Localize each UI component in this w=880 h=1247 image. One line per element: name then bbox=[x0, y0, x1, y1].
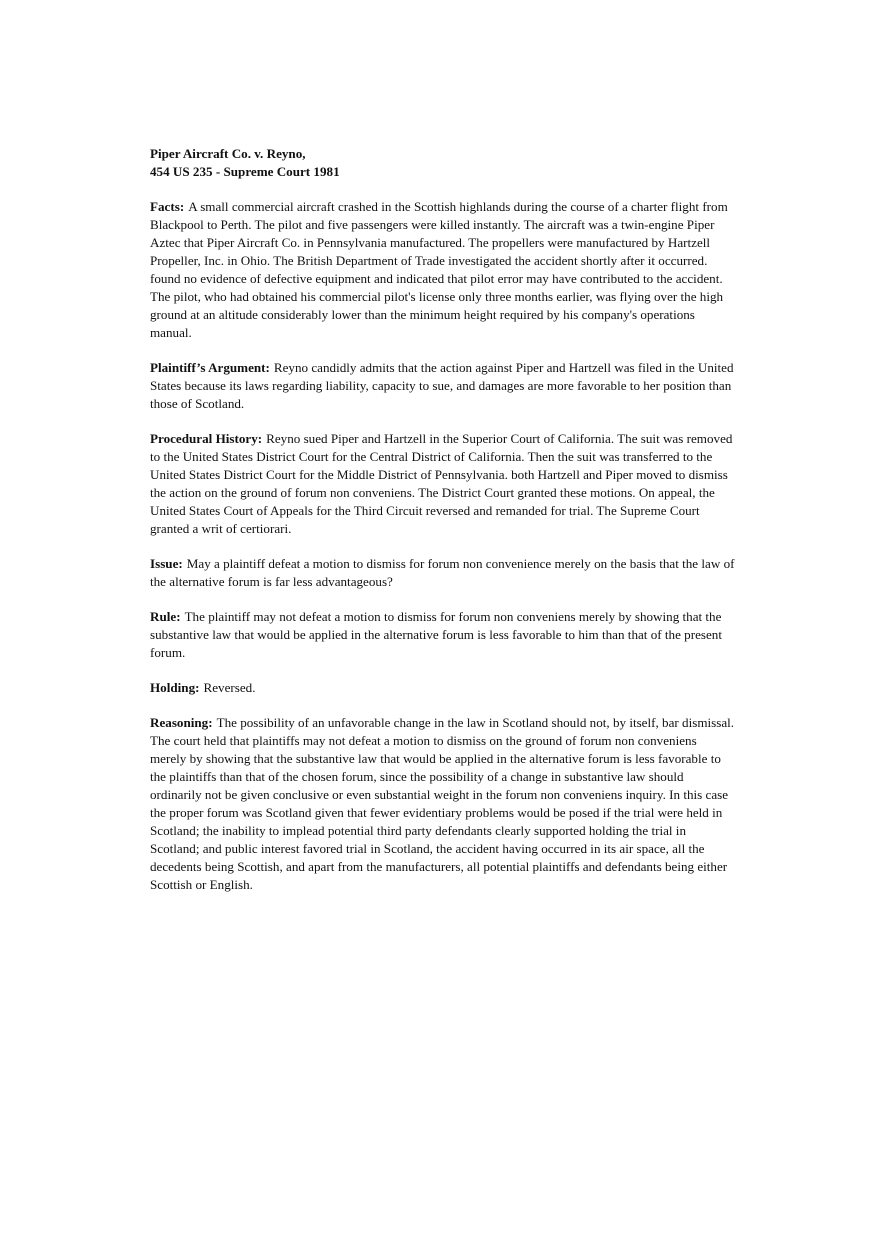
procedural-history-text: Reyno sued Piper and Hartzell in the Superior Court of California. The suit was removed to the United States District Court for the Central District of California. Then the suit was transferred to the United States District Court for the Middle District of Pennsylvania. both Hartzell and Piper moved to dismiss the action on the ground of forum non conveniens. The District Court granted these motions. On appeal, the United States Court of Appeals for the Third Circuit reversed and remanded for trial. The Supreme Court granted a writ of certiorari. bbox=[150, 431, 733, 536]
rule-label: Rule: bbox=[150, 609, 181, 624]
reasoning-label: Reasoning: bbox=[150, 715, 213, 730]
issue-label: Issue: bbox=[150, 556, 183, 571]
holding-label: Holding: bbox=[150, 680, 200, 695]
facts-label: Facts: bbox=[150, 199, 185, 214]
rule-section bbox=[150, 608, 735, 662]
procedural-history-label: Procedural History: bbox=[150, 431, 263, 446]
issue-section bbox=[150, 555, 735, 591]
case-citation: 454 US 235 - Supreme Court 1981 bbox=[150, 164, 340, 179]
plaintiffs-argument-section bbox=[150, 359, 735, 413]
facts-text: A small commercial aircraft crashed in the Scottish highlands during the course of a charter flight from Blackpool to Perth. The pilot and five passengers were killed instantly. The aircraft was a twin-engine Piper Aztec that Piper Aircraft Co. in Pennsylvania manufactured. The propellers were manufactured by Hartzell Propeller, Inc. in Ohio. The British Department of Trade investigated the accident shortly after it occurred. found no evidence of defective equipment and indicated that pilot error may have contributed to the accident. The pilot, who had obtained his commercial pilot's license only three months earlier, was flying over the high ground at an altitude considerably lower than the minimum height required by his company's operations manual. bbox=[150, 199, 728, 340]
rule-text: The plaintiff may not defeat a motion to dismiss for forum non conveniens merely by showing that the substantive law that would be applied in the alternative forum is less favorable to him than that of the present forum. bbox=[150, 609, 722, 660]
holding-text: Reversed. bbox=[203, 680, 256, 695]
issue-text: May a plaintiff defeat a motion to dismiss for forum non convenience merely on the basis that the law of the alternative forum is far less advantageous? bbox=[150, 556, 735, 589]
plaintiffs-argument-text: Reyno candidly admits that the action against Piper and Hartzell was filed in the United States because its laws regarding liability, capacity to sue, and damages are more favorable to her position than those of Scotland. bbox=[150, 360, 734, 411]
holding-section bbox=[150, 679, 735, 697]
facts-section bbox=[150, 198, 735, 342]
reasoning-section bbox=[150, 714, 735, 894]
case-name: Piper Aircraft Co. v. Reyno, bbox=[150, 146, 306, 161]
procedural-history-section bbox=[150, 430, 735, 538]
case-title bbox=[150, 145, 735, 181]
plaintiffs-argument-label: Plaintiff’s Argument: bbox=[150, 360, 270, 375]
reasoning-text: The possibility of an unfavorable change in the law in Scotland should not, by itself, bar dismissal. The court held that plaintiffs may not defeat a motion to dismiss on the ground of forum non conveniens merely by showing that the substantive law that would be applied in the alternative forum is less favorable to the plaintiffs than that of the chosen forum, since the possibility of a change in substantive law should ordinarily not be given conclusive or even substantial weight in the forum non conveniens inquiry. In this case the proper forum was Scotland given that fewer evidentiary problems would be posed if the trial were held in Scotland; the inability to implead potential third party defendants clearly supported holding the trial in Scotland; and public interest favored trial in Scotland, the accident having occurred in its air space, all the decedents being Scottish, and apart from the manufacturers, all potential plaintiffs and defendants being either Scottish or English. bbox=[150, 715, 735, 892]
document-page bbox=[150, 145, 735, 911]
